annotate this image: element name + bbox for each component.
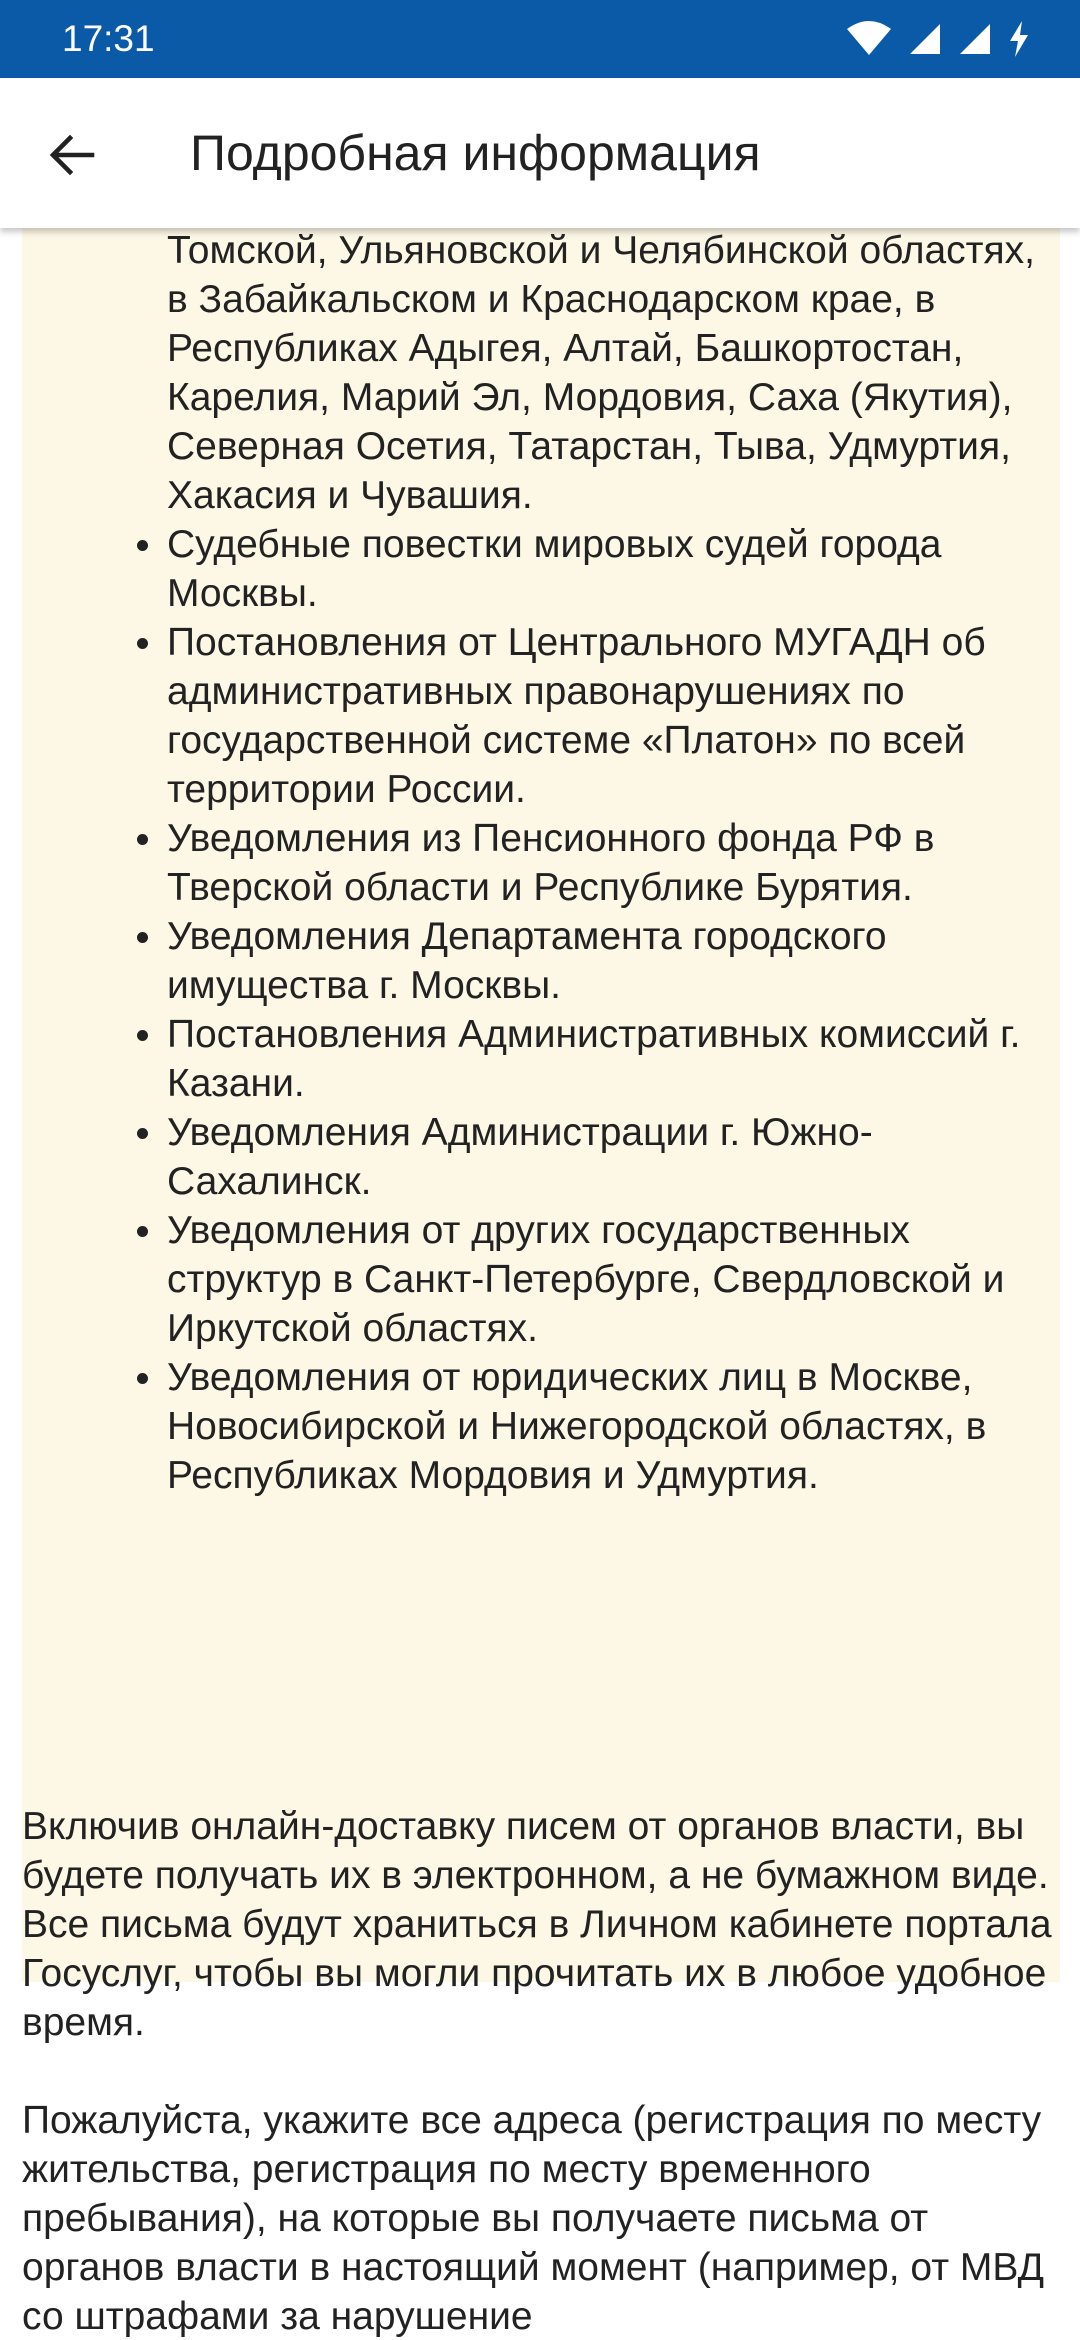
list-item: Уведомления из Пенсионного фонда РФ в Тверской области и Республике Бурятия. — [167, 814, 1047, 912]
bullet-list — [167, 228, 1047, 1500]
online-delivery-paragraph: Включив онлайн-доставку писем от органов власти, вы будете получать их в электронном, а не бумажном виде. Все письма будут храниться в Личном кабинете портала Госуслуг, чтобы вы могли прочитать их в любое удобное время. — [22, 1805, 1052, 2044]
content-scroll[interactable] — [0, 228, 1080, 2340]
wifi-icon — [846, 21, 892, 57]
info-box — [22, 228, 1060, 1982]
addresses-paragraph: Пожалуйста, укажите все адреса (регистрация по месту жительства, регистрация по месту временного пребывания), на которые вы получаете письма от органов власти в настоящий момент (например, от МВД со штрафами за нарушение — [22, 2099, 1044, 2338]
arrow-left-icon — [48, 131, 96, 179]
back-button[interactable] — [30, 113, 114, 197]
status-time: 17:31 — [62, 18, 155, 59]
list-item: Томской, Ульяновской и Челябинской областях, в Забайкальском и Краснодарском крае, в Республиках Адыгея, Алтай, Башкортостан, Карелия, Марий Эл, Мордовия, Саха (Якутия), Северная Осетия, Татарстан, Тыва, Удмуртия, Хакасия и Чувашия. — [167, 229, 1035, 517]
list-item: Постановления Административных комиссий г. Казани. — [167, 1010, 1047, 1108]
status-bar — [0, 0, 1080, 78]
status-icons — [846, 17, 1030, 61]
list-item: Постановления от Центрального МУГАДН об административных правонарушениях по государственной системе «Платон» по всей территории России. — [167, 618, 1047, 814]
list-item: Уведомления Администрации г. Южно-Сахалинск. — [167, 1108, 1047, 1206]
list-item: Уведомления от других государственных структур в Санкт-Петербурге, Свердловской и Иркутской областях. — [167, 1206, 1047, 1353]
app-bar — [0, 78, 1080, 228]
list-item: Уведомления Департамента городского имущества г. Москвы. — [167, 912, 1047, 1010]
list-item: Судебные повестки мировых судей города Москвы. — [167, 520, 1047, 618]
signal-icon — [958, 22, 992, 56]
list-item: Уведомления от юридических лиц в Москве, Новосибирской и Нижегородской областях, в Республиках Мордовия и Удмуртия. — [167, 1353, 1047, 1500]
page-title: Подробная информация — [190, 125, 761, 181]
signal-icon — [908, 22, 942, 56]
battery-charging-icon — [1008, 20, 1030, 58]
